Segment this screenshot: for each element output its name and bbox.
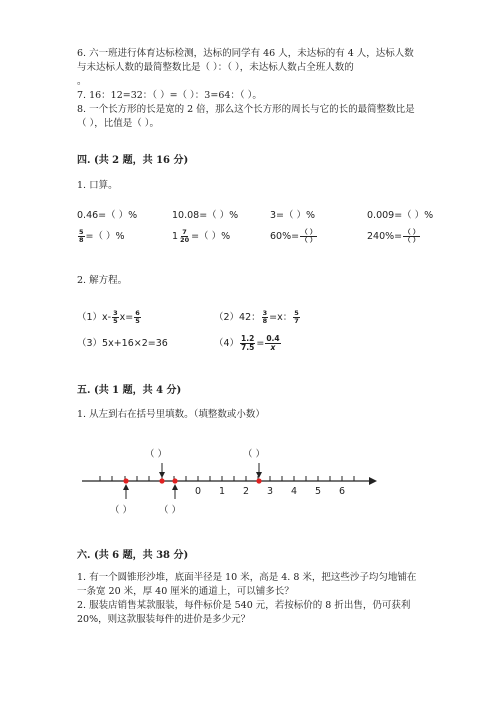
q6-line1: 6. 六一班进行体育达标检测，达标的同学有 46 人，未达标的有 4 人，达标人数 [77,48,414,59]
tick-label: 4 [291,486,298,497]
q6-line2: 与未达标人数的最简整数比是（ ）：（ ），未达标人数占全班人数的 [77,62,354,73]
arrowhead [256,472,262,478]
oral-calc-item: 240%= $\frac{( )}{( )}$ [367,228,420,244]
oral-calc-item: $\frac{5}{8}$ =（ ）% [79,228,125,244]
section4-title: 四. (共 2 题，共 16 分) [77,155,189,166]
section6-title: 六. (共 6 题，共 38 分) [77,550,189,561]
marked-point [172,478,177,483]
equation-4: （4） $\frac{1.2}{7.5}$ = $\frac{0.4}{x}$ [214,334,280,352]
fraction: $\frac{( )}{( )}$ [301,228,317,244]
oral-calc-item: 3=（ ）% [270,210,316,221]
section6-q1-line2: 一条宽 20 米，厚 40 厘米的通道上，可以铺多长？ [77,586,294,597]
arrowhead [123,484,129,490]
section4-q1-title: 1. 口算。 [77,180,118,191]
number-line-arrow [369,477,377,485]
marked-point [123,478,128,483]
q8-line1: 8. 一个长方形的长是宽的 2 倍，那么这个长方形的周长与它的长的最简整数比是 [77,104,415,115]
blank-below[interactable]: （ ） [159,505,182,516]
marked-point [256,478,261,483]
q8-line2: （ ），比值是（ ）。 [77,118,160,129]
tick-label: 2 [243,486,250,497]
fraction: $\frac{1.2}{7.5}$ [241,334,255,352]
blank-above[interactable]: （ ） [145,449,168,460]
tick-label: 1 [219,486,226,497]
section4-q2-title: 2. 解方程。 [77,275,128,286]
oral-calc-item: 0.46=（ ）% [77,210,138,221]
q7-line1: 7. 16：12=32：（ ）=（ ）：3=64：（ ）。 [77,90,262,101]
section6-q1-line1: 1. 有一个圆锥形沙堆，底面半径是 10 米，高是 4. 8 米，把这些沙子均匀地铺在 [77,572,417,583]
tick-label: 5 [315,486,322,497]
blank-below[interactable]: （ ） [110,505,133,516]
fraction: $\frac{7}{20}$ [180,228,190,244]
section6-q2-line2: 20%，则这款服装每件的进价是多少元？ [77,614,251,625]
arrowhead [172,484,178,490]
tick-label: 3 [267,486,274,497]
equation-1: （1）x- $\frac{3}{5}$ x= $\frac{6}{5}$ [77,309,140,325]
q6-line3: 。 [77,76,87,87]
fraction: $\frac{0.4}{x}$ [266,334,280,352]
arrowhead [159,472,165,478]
fraction: $\frac{3}{5}$ [113,309,118,325]
tick-label: 0 [195,486,202,497]
equation-3: （3）5x+16×2=36 [77,338,168,349]
fraction: $\frac{5}{7}$ [294,309,299,325]
oral-calc-item: 10.08=（ ）% [172,210,239,221]
oral-calc-item: 60%= $\frac{( )}{( )}$ [270,228,317,244]
oral-calc-item: 1 $\frac{7}{20}$ =（ ）% [172,228,231,244]
blank-above[interactable]: （ ） [243,449,266,460]
marked-point [159,478,164,483]
oral-calc-item: 0.009=（ ）% [367,210,434,221]
fraction: $\frac{( )}{( )}$ [404,228,420,244]
equation-2: （2）42： $\frac{3}{8}$ =x： $\frac{5}{7}$ [214,309,299,325]
fraction: $\frac{5}{8}$ [79,228,84,244]
section6-q2-line1: 2. 服装店销售某款服装，每件标价是 540 元，若按标价的 8 折出售，仍可获利 [77,600,411,611]
tick-label: 6 [339,486,346,497]
fraction: $\frac{3}{8}$ [262,309,268,325]
section5-title: 五. (共 1 题，共 4 分) [77,385,182,396]
section5-q1-title: 1. 从左到右在括号里填数。（填整数或小数） [77,409,265,420]
fraction: $\frac{6}{5}$ [135,309,140,325]
